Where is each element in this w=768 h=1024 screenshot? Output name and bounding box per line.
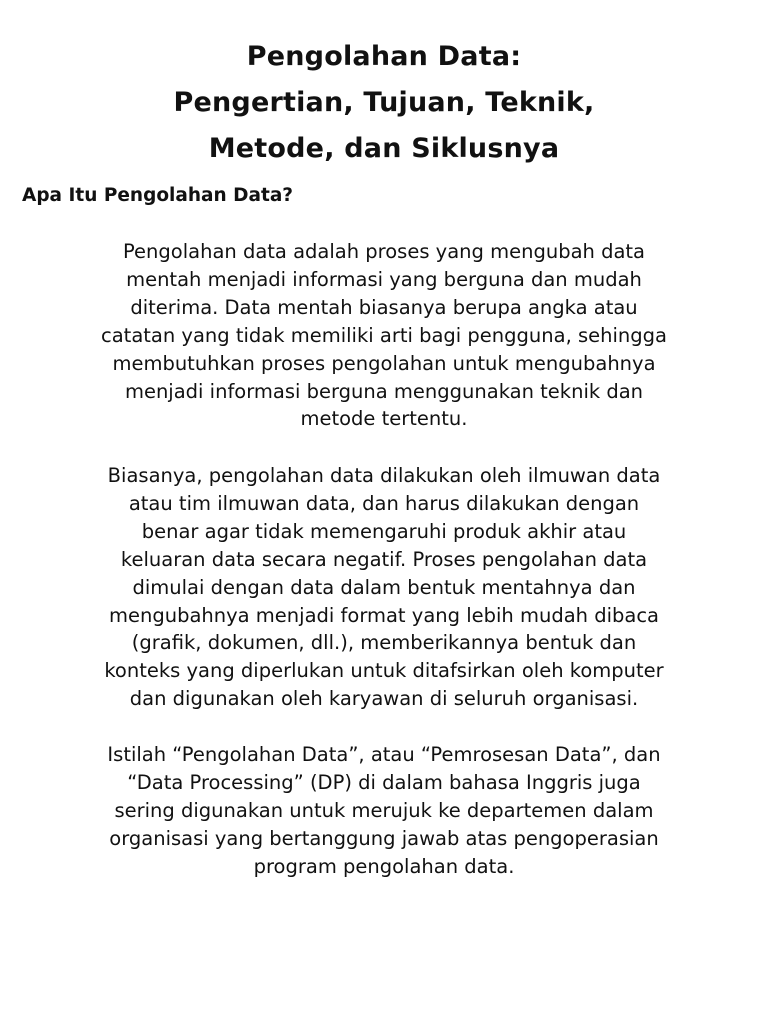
paragraph-line: metode tertentu.: [300, 407, 468, 431]
paragraph-line: Pengolahan data adalah proses yang mengubah data: [122, 240, 645, 263]
paragraph-line: konteks yang diperlukan untuk ditafsirkan oleh komputer: [104, 659, 664, 683]
paragraph-line: organisasi yang bertanggung jawab atas pengoperasian: [109, 826, 659, 850]
page-title: [0, 34, 768, 172]
paragraph-line: dimulai dengan data dalam bentuk mentahnya dan: [132, 575, 636, 599]
paragraph-line: membutuhkan proses pengolahan untuk mengubahnya: [112, 351, 656, 375]
paragraph-line: (grafik, dokumen, dll.), memberikannya bentuk dan: [131, 631, 637, 655]
paragraph-line: Biasanya, pengolahan data dilakukan oleh ilmuwan data: [107, 464, 661, 487]
paragraph-line: mentah menjadi informasi yang berguna dan mudah: [126, 267, 642, 291]
title-line: Pengolahan Data:: [246, 41, 522, 72]
title-line: Pengertian, Tujuan, Teknik,: [173, 87, 595, 118]
paragraph-terminology: [20, 741, 748, 881]
paragraph-line: program pengolahan data.: [253, 854, 515, 878]
paragraph-line: menjadi informasi berguna menggunakan teknik dan: [124, 379, 644, 403]
paragraph-line: keluaran data secara negatif. Proses pengolahan data: [120, 547, 648, 571]
paragraph-line: benar agar tidak memengaruhi produk akhir atau: [141, 519, 627, 543]
paragraph-line: “Data Processing” (DP) di dalam bahasa Inggris juga: [127, 770, 641, 794]
title-line: Metode, dan Siklusnya: [208, 133, 560, 164]
paragraph-line: catatan yang tidak memiliki arti bagi pengguna, sehingga: [101, 323, 667, 347]
paragraph-line: sering digunakan untuk merujuk ke departemen dalam: [114, 798, 654, 822]
paragraph-definition: [20, 238, 748, 433]
paragraph-line: dan digunakan oleh karyawan di seluruh organisasi.: [129, 687, 639, 711]
paragraph-line: mengubahnya menjadi format yang lebih mudah dibaca: [108, 603, 660, 627]
section-heading: Apa Itu Pengolahan Data?: [22, 185, 294, 206]
paragraph-line: atau tim ilmuwan data, dan harus dilakukan dengan: [128, 491, 640, 515]
paragraph-line: diterima. Data mentah biasanya berupa angka atau: [130, 295, 638, 319]
paragraph-process: [20, 462, 748, 713]
paragraph-line: Istilah “Pengolahan Data”, atau “Pemrosesan Data”, dan: [107, 743, 661, 766]
